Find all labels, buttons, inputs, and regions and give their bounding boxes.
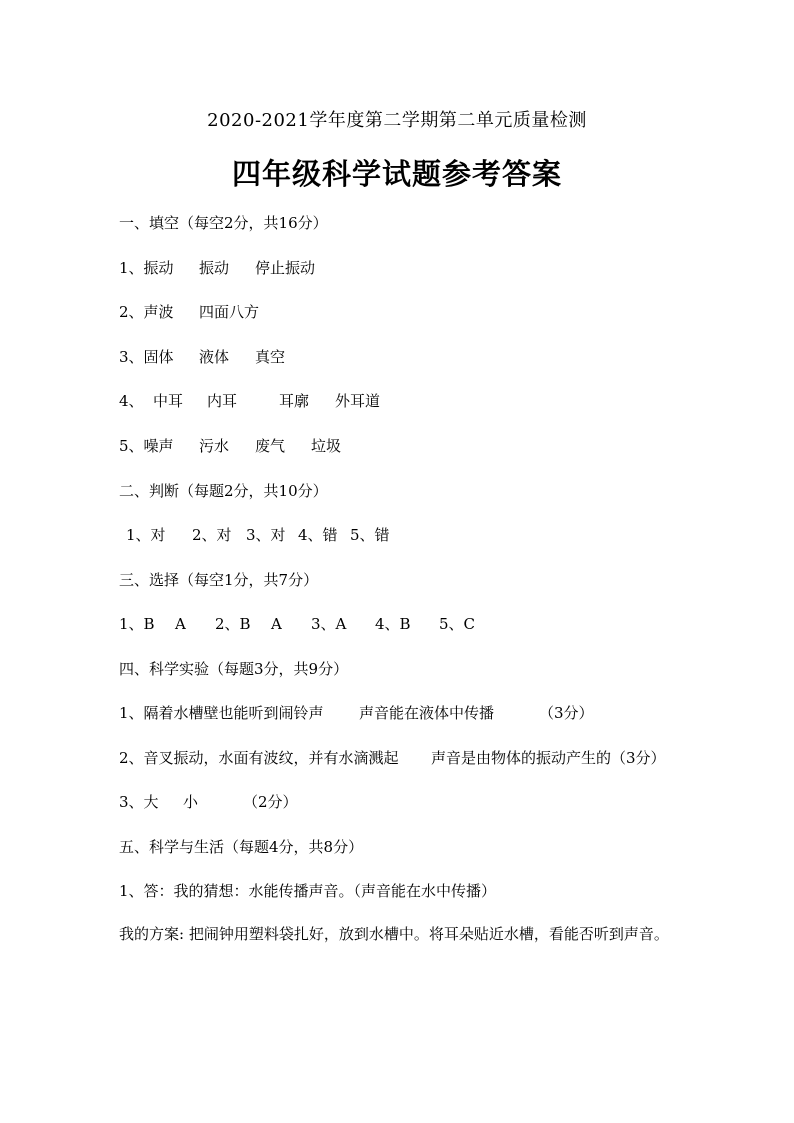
s1-answer-2 bbox=[119, 301, 259, 322]
answer-item: 2、声波 bbox=[119, 303, 174, 321]
answer-item: 废气 bbox=[255, 437, 286, 455]
answer-item: 声音能在液体中传播 bbox=[359, 704, 495, 722]
s4-answer-1 bbox=[119, 702, 594, 723]
section-5-heading: 五、科学与生活（每题4分，共8分） bbox=[119, 838, 364, 856]
answer-item: 1、隔着水槽壁也能听到闹铃声 bbox=[119, 704, 324, 722]
s5-answer-1: 1、答：我的猜想：水能传播声音。（声音能在水中传播） bbox=[119, 882, 497, 900]
answer-item: 5、C bbox=[439, 615, 476, 633]
s1-answer-5 bbox=[119, 435, 341, 456]
answer-item: 振动 bbox=[199, 259, 230, 277]
section-2-heading: 二、判断（每题2分，共10分） bbox=[119, 482, 328, 500]
answer-item: A bbox=[175, 615, 186, 633]
answer-item: 2、B bbox=[215, 615, 251, 633]
s1-answer-4 bbox=[119, 390, 380, 411]
s1-answer-3 bbox=[119, 346, 285, 367]
s4-answer-2 bbox=[119, 747, 666, 768]
answer-item: 5、噪声 bbox=[119, 437, 174, 455]
s1-answer-1 bbox=[119, 257, 315, 278]
answer-item: 中耳 bbox=[153, 392, 184, 410]
answer-item: 3、对 bbox=[246, 526, 286, 544]
answer-item: 垃圾 bbox=[311, 437, 342, 455]
answer-item: 四面八方 bbox=[199, 303, 260, 321]
answer-item: 外耳道 bbox=[335, 392, 381, 410]
answer-item: 2、音叉振动，水面有波纹，并有水滴溅起 bbox=[119, 749, 399, 767]
s5-plan-paragraph: 我的方案: 把闹钟用塑料袋扎好，放到水槽中。将耳朵贴近水槽，看能否听到声音。 bbox=[119, 925, 669, 943]
section-1-heading: 一、填空（每空2分，共16分） bbox=[119, 214, 328, 232]
answer-item: A bbox=[271, 615, 282, 633]
s2-answers bbox=[126, 524, 390, 545]
answer-item: 4、 bbox=[119, 392, 144, 410]
answer-item: 污水 bbox=[199, 437, 230, 455]
section-3-heading: 三、选择（每空1分，共7分） bbox=[119, 571, 319, 589]
answer-item: 3、固体 bbox=[119, 348, 174, 366]
answer-item: 停止振动 bbox=[255, 259, 316, 277]
page-title: 四年级科学试题参考答案 bbox=[231, 157, 562, 191]
exam-subtitle: 2020-2021学年度第二学期第二单元质量检测 bbox=[207, 110, 587, 131]
answer-item: 声音是由物体的振动产生的（3分） bbox=[431, 749, 666, 767]
section-4-heading: 四、科学实验（每题3分，共9分） bbox=[119, 660, 349, 678]
answer-item: 5、错 bbox=[350, 526, 390, 544]
answer-item: 1、振动 bbox=[119, 259, 174, 277]
answer-item: 3、A bbox=[311, 615, 347, 633]
s3-answers bbox=[119, 613, 475, 634]
answer-item: 真空 bbox=[255, 348, 286, 366]
answer-item: 4、错 bbox=[298, 526, 338, 544]
answer-item: 小 bbox=[183, 793, 199, 811]
answer-item: 耳廓 bbox=[279, 392, 310, 410]
answer-item: 2、对 bbox=[192, 526, 232, 544]
answer-item: 1、B bbox=[119, 615, 155, 633]
answer-item: （2分） bbox=[243, 793, 298, 811]
answer-item: 1、对 bbox=[126, 526, 166, 544]
answer-item: 3、大 bbox=[119, 793, 159, 811]
answer-item: 内耳 bbox=[207, 392, 238, 410]
s4-answer-3 bbox=[119, 791, 298, 812]
answer-item: （3分） bbox=[539, 704, 594, 722]
answer-item: 液体 bbox=[199, 348, 230, 366]
answer-item: 4、B bbox=[375, 615, 411, 633]
